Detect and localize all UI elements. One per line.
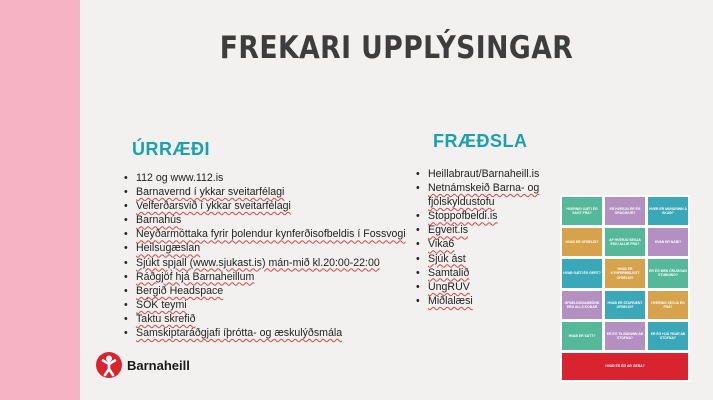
poster-tile: ER ÉG TILBÚIN/NN AÐ STOFNA? (605, 322, 645, 350)
list-item[interactable]: • Samskiptaráðgjafi íþrótta- og æskulýðsmála (124, 326, 414, 340)
poster-tile: ER ÉG HJÁ YÐUR AÐ STOFNA? (648, 322, 688, 350)
poster-tile: HVAÐ ER NÁIÐ? (648, 228, 688, 256)
list-item[interactable]: • Ráðgjöf hjá Barnaheillum (124, 270, 414, 284)
list-item[interactable]: • Bergið Headspace (124, 284, 414, 298)
poster-tile: HVAÐ ER SÁTT? (562, 322, 602, 350)
resources-list (124, 171, 414, 340)
list-item[interactable]: • Stoppofbeldi.is (416, 209, 546, 223)
poster-tile: HVAÐ GÆTI ÉG GERT? (562, 259, 602, 287)
list-item[interactable]: • UngRÚV (416, 280, 546, 294)
list-item[interactable]: • Heilsugæslan (124, 241, 414, 255)
poster-tile: ER HVERJU ER ÉG ÖRUGG/UR? (605, 197, 645, 225)
info-poster (560, 195, 690, 382)
child-figure-icon (96, 352, 122, 378)
list-item[interactable]: • Miðlalæsi (416, 294, 546, 308)
pink-side-bar (0, 0, 80, 400)
list-item[interactable]: • Barnahús (124, 213, 414, 227)
list-item[interactable]: • Sjúk ást (416, 252, 546, 266)
poster-tile: HVER ER MUNURINN Á SKAÐ? (648, 197, 688, 225)
list-item[interactable]: • Barnavernd í ykkar sveitarfélagi (124, 185, 414, 199)
list-item[interactable]: • Netnámskeið Barna- og fjölskyldustofu (416, 181, 546, 209)
list-item[interactable]: • Samtalið (416, 266, 546, 280)
poster-tile: HVAÐ ER KYNFERÐISLEGT OFBELDI? (605, 259, 645, 287)
list-item[interactable]: • Sjúkt spjall (www.sjukast.is) mán-mið kl.20:00-22:00 (124, 256, 414, 270)
poster-tile: HVERNIG SEGJA ÉG FRÁ? (648, 291, 688, 319)
list-item[interactable]: • Egveit.is (416, 223, 546, 237)
list-item[interactable]: • Velferðarsvið í ykkar sveitarfélagi (124, 199, 414, 213)
poster-tile: HVAÐ ER OFBELDI? (562, 228, 602, 256)
poster-tile: ER ÉG MEÐ ÖRUGGAN STUÐNING? (648, 259, 688, 287)
list-item[interactable]: • SÓK teymi (124, 298, 414, 312)
poster-tile: HVAÐ ER ÉG AÐ GERA? (562, 353, 688, 380)
list-item[interactable]: • Vika6 (416, 237, 546, 251)
poster-tile: HVERNIG GÆTI ÉG SAGT FRÁ? (562, 197, 602, 225)
list-item: • 112 og www.112.is (124, 171, 414, 185)
poster-tile: HVAÐ ER STAFRÆNT OFBELDI? (605, 291, 645, 319)
barnaheill-logo (96, 352, 190, 378)
logo-text: Barnaheill (127, 357, 190, 373)
education-list (416, 167, 546, 308)
resources-heading: ÚRRÆÐI (132, 139, 210, 159)
poster-tile: AF HVERJU SEGJA EKKI ALLIR FRÁ? (605, 228, 645, 256)
list-item[interactable]: • Taktu skrefið (124, 312, 414, 326)
poster-tile: OFBELDISSAMBÖND ERU ALLS KONAR (562, 291, 602, 319)
education-heading: FRÆÐSLA (433, 131, 528, 151)
list-item[interactable]: • Neyðarmóttaka fyrir þolendur kynferðisofbeldis í Fossvogi (124, 227, 414, 241)
list-item[interactable]: • Heillabraut/Barnaheill.is (416, 167, 546, 181)
slide-title: FREKARI UPPLÝSINGAR (219, 30, 574, 66)
